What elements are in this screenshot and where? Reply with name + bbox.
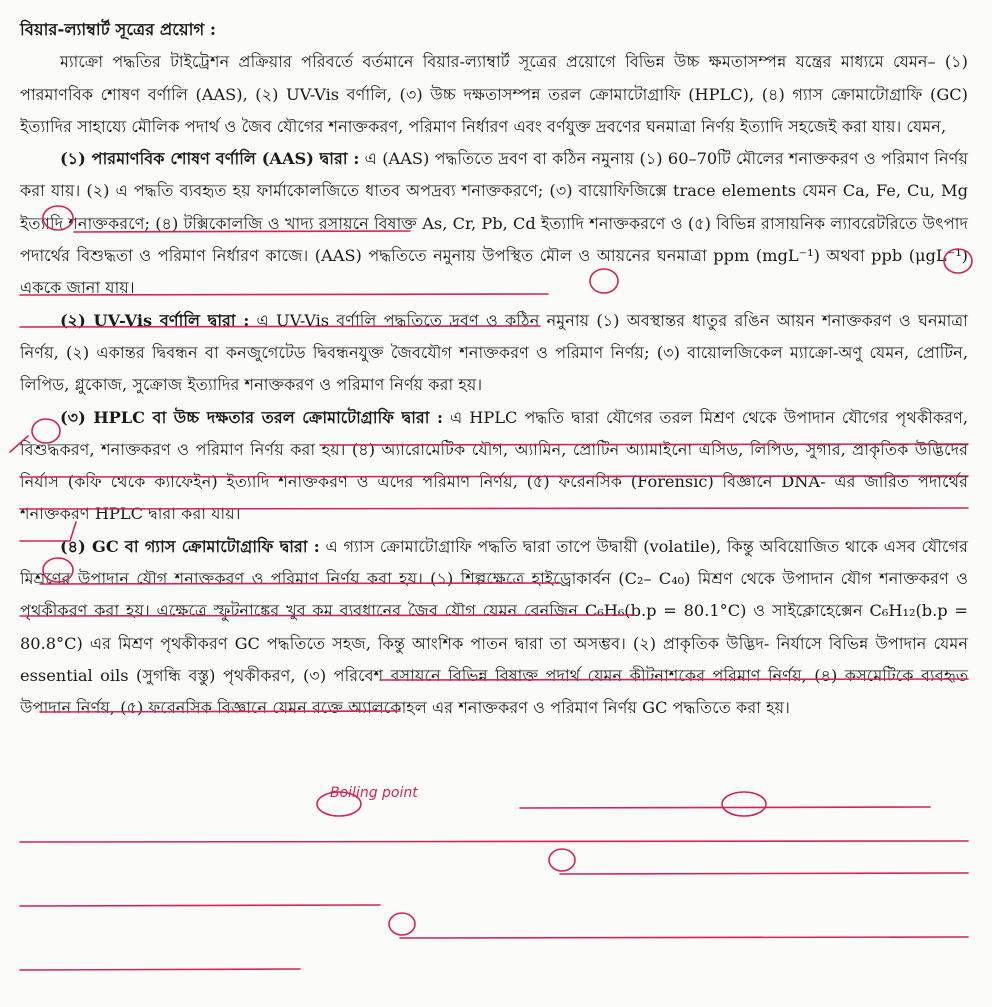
section-aas-heading: (১) পারমাণবিক শোষণ বর্ণালি (AAS) দ্বারা :	[60, 149, 360, 169]
section-uvvis-body: এ UV-Vis বর্ণালি পদ্ধতিতে দ্রবণ ও কঠিন নমুনায় (১) অবস্থান্তর ধাতুর রঙিন আয়ন শনাক্তকরণ ও ঘনমাত্রা নির্ণয়, (২) একান্তর দ্বিবন্ধন বা কনজুগেটেড দ্বিবন্ধনযুক্ত জৈবযৌগ শনাক্তকরণ ও পরিমাণ নির্ণয়; (৩) বায়োলজিকেল ম্যাক্রো-অণু যেমন, প্রোটিন, লিপিড, গ্লুকোজ, সুক্রোজ ইত্যাদির শনাক্তকরণ ও পরিমাণ নির্ণয় করা হয়।	[20, 310, 968, 395]
section-gc	[20, 531, 968, 725]
section-hplc-heading: (৩) HPLC বা উচ্চ দক্ষতার তরল ক্রোমাটোগ্রাফি দ্বারা :	[60, 407, 443, 427]
intro-paragraph: ম্যাক্রো পদ্ধতির টাইট্রেশন প্রক্রিয়ার পরিবর্তে বর্তমানে বিয়ার-ল্যাম্বার্ট সূত্রের প্রয়োগে বিভিন্ন উচ্চ ক্ষমতাসম্পন্ন যন্ত্রের মাধ্যমে যেমন– (১) পারমাণবিক শোষণ বর্ণালি (AAS), (২) UV-Vis বর্ণালি, (৩) উচ্চ দক্ষতাসম্পন্ন তরল ক্রোমাটোগ্রাফি (HPLC), (৪) গ্যাস ক্রোমাটোগ্রাফি (GC) ইত্যাদির সাহায্যে মৌলিক পদার্থ ও জৈব যৌগের শনাক্তকরণ, পরিমাণ নির্ধারণ এবং বর্ণযুক্ত দ্রবণের ঘনমাত্রা নির্ণয় ইত্যাদি সহজেই করা যায়। যেমন,	[20, 52, 968, 136]
page-title: বিয়ার-ল্যাম্বার্ট সূত্রের প্রয়োগ :	[20, 20, 217, 39]
section-uvvis-heading: (২) UV-Vis বর্ণালি দ্বারা :	[60, 310, 250, 330]
section-uvvis	[20, 305, 968, 402]
handwritten-note: Boiling point	[330, 785, 418, 801]
section-gc-body: এ গ্যাস ক্রোমাটোগ্রাফি পদ্ধতি দ্বারা তাপে উদ্বায়ী (volatile), কিন্তু অবিয়োজিত থাকে এসব যৌগের মিশ্রণের উপাদান যৌগ শনাক্তকরণ ও পরিমাণ নির্ণয় করা হয়। (১) শিল্পক্ষেত্রে হাইড্রোকার্বন (C₂– C₄₀) মিশ্রণ থেকে উপাদান যৌগ শনাক্তকরণ ও পৃথকীকরণ করা হয়। এক্ষেত্রে স্ফুটনাঙ্কের খুব কম ব্যবধানের জৈব যৌগ যেমন বেনজিন C₆H₆(b.p = 80.1°C) ও সাইক্লোহেক্সেন C₆H₁₂(b.p = 80.8°C) এর মিশ্রণ পৃথকীকরণ GC পদ্ধতিতে সহজ, কিন্তু আংশিক পাতন দ্বারা তা অসম্ভব। (২) প্রাকৃতিক উদ্ভিদ- নির্যাসে বিভিন্ন উপাদান যেমন essential oils (সুগন্ধি বস্তু) পৃথকীকরণ, (৩) পরিবেশ রসায়নে বিভিন্ন বিষাক্ত পদার্থ যেমন কীটনাশকের পরিমাণ নির্ণয়, (৪) কসমেটিকে ব্যবহৃত উপাদান নির্ণয়, (৫) ফরেনসিক বিজ্ঞানে যেমন রক্তে অ্যালকোহল এর শনাক্তকরণ ও পরিমাণ নির্ণয় GC পদ্ধতিতে করা হয়।	[20, 536, 969, 718]
section-hplc	[20, 402, 968, 531]
section-gc-heading: (৪) GC বা গ্যাস ক্রোমাটোগ্রাফি দ্বারা :	[60, 536, 320, 556]
section-hplc-body: এ HPLC পদ্ধতি দ্বারা যৌগের তরল মিশ্রণ থেকে উপাদান যৌগের পৃথকীকরণ, বিশুদ্ধকরণ, শনাক্তকরণ ও পরিমাণ নির্ণয় করা হয়। (৪) অ্যারোমেটিক যৌগ, অ্যামিন, প্রোটিন অ্যামাইনো এসিড, লিপিড, সুগার, প্রাকৃতিক উদ্ভিদের নির্যাস (কফি থেকে ক্যাফেইন) ইত্যাদি শনাক্তকরণ ও এদের পরিমাণ নির্ণয়, (৫) ফরেনসিক (Forensic) বিজ্ঞানে DNA- এর জারিত পদার্থের শনাক্তকরণ HPLC দ্বারা করা যায়।	[20, 407, 969, 524]
section-aas	[20, 143, 968, 304]
section-aas-body: এ (AAS) পদ্ধতিতে দ্রবণ বা কঠিন নমুনায় (১) 60–70টি মৌলের শনাক্তকরণ ও পরিমাণ নির্ণয় করা যায়। (২) এ পদ্ধতি ব্যবহৃত হয় ফার্মাকোলজিতে ধাতব অপদ্রব্য শনাক্তকরণে; (৩) বায়োফিজিক্সে trace elements যেমন Ca, Fe, Cu, Mg ইত্যাদি শনাক্তকরণে; (৪) টক্সিকোলজি ও খাদ্য রসায়নে বিষাক্ত As, Cr, Pb, Cd ইত্যাদি শনাক্তকরণে ও (৫) বিভিন্ন রাসায়নিক ল্যাবরেটরিতে উৎপাদ পদার্থের বিশুদ্ধতা ও পরিমাণ নির্ধারণ কাজে। (AAS) পদ্ধতিতে নমুনায় উপস্থিত মৌল ও আয়নের ঘনমাত্রা ppm (mgL⁻¹) অথবা ppb (μgL⁻¹) এককে জানা যায়।	[20, 149, 968, 298]
